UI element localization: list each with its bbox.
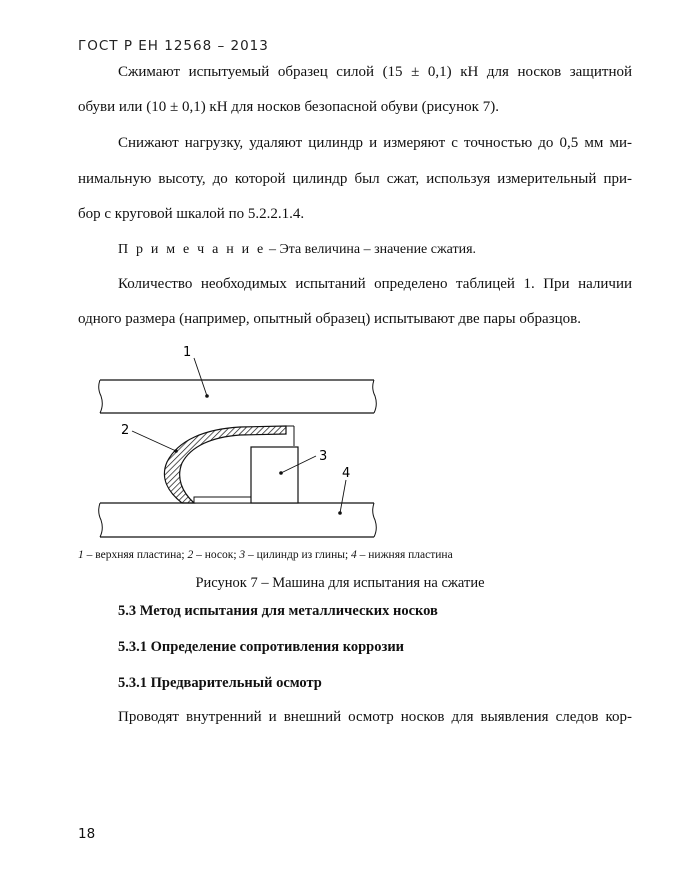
document-header: ГОСТ Р ЕН 12568 – 2013 [78, 38, 269, 54]
paragraph-text: Количество необходимых испытаний определено таблицей 1. При наличии [118, 276, 632, 292]
leader-2 [121, 423, 178, 453]
upper-plate [99, 380, 377, 413]
legend-text: – нижняя пластина [356, 549, 453, 561]
note-label: П р и м е ч а н и е [118, 242, 266, 257]
paragraph-line: обуви или (10 ± 0,1) кН для носков безопасной обуви (рисунок 7). [78, 99, 499, 115]
figure-label: 2 [121, 423, 130, 438]
paragraph-text: Сжимают испытуемый образец силой (15 ± 0,1) кН для носков защитной [118, 64, 632, 80]
clay-cylinder [251, 447, 298, 503]
legend-text: – носок; [193, 549, 240, 561]
paragraph-line: нимальную высоту, до которой цилиндр был сжат, используя измерительный при- [78, 171, 632, 187]
figure-label: 1 [183, 345, 192, 360]
legend-text: – цилиндр из глины; [245, 549, 352, 561]
paragraph-line: одного размера (например, опытный образец) испытывают две пары образцов. [78, 311, 581, 327]
section-heading: 5.3.1 Определение сопротивления коррозии [118, 639, 405, 655]
paragraph-text: Проводят внутренний и внешний осмотр носков для выявления следов кор- [118, 709, 632, 725]
section-heading: 5.3 Метод испытания для металлических носков [118, 603, 438, 619]
legend-number: 2 [187, 549, 194, 561]
paragraph-text: Снижают нагрузку, удаляют цилиндр и измеряют с точностью до 0,5 мм ми- [118, 135, 632, 151]
legend-number: 4 [351, 549, 357, 561]
lower-plate [99, 503, 377, 537]
note-text: – Эта величина – значение сжатия. [265, 242, 477, 257]
figure-legend [78, 549, 453, 561]
legend-number: 3 [239, 549, 246, 561]
leader-4 [338, 466, 350, 515]
page-number: 18 [78, 826, 96, 842]
cap-base [194, 497, 252, 503]
paragraph-line [78, 709, 632, 726]
figure-label: 4 [342, 466, 351, 481]
legend-text: – верхняя пластина; [83, 549, 188, 561]
leader-1 [183, 345, 209, 398]
paragraph-line: бор с круговой шкалой по 5.2.2.1.4. [78, 206, 305, 222]
figure-title: Рисунок 7 – Машина для испытания на сжатие [195, 575, 485, 591]
section-heading: 5.3.1 Предварительный осмотр [118, 675, 322, 691]
figure-label: 3 [319, 449, 328, 464]
legend-number: 1 [78, 549, 84, 561]
